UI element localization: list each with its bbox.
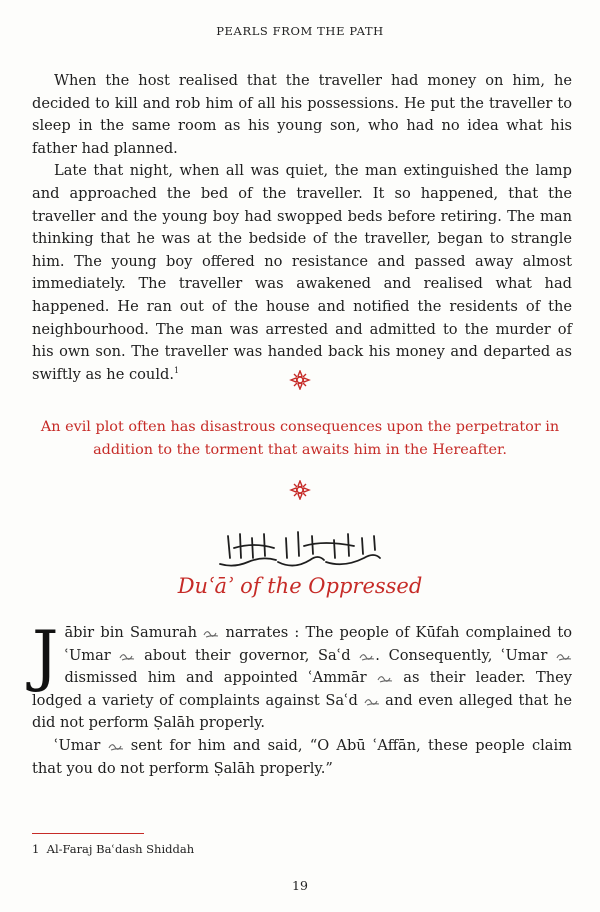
moral-line-2: addition to the torment that awaits him in the Hereafter.: [93, 441, 507, 458]
chapter-paragraph-1: [32, 617, 572, 735]
text-segment: narrates : The people of Kūfah complained to ʿUmar: [64, 624, 572, 664]
story-text: [32, 70, 572, 386]
honorific-ligature-icon: [377, 673, 393, 683]
text-segment: dismissed him and appointed ʿAmmār: [64, 669, 367, 687]
basmala-calligraphy: [214, 528, 386, 572]
honorific-ligature-icon: [203, 628, 219, 638]
honorific-ligature-icon: [119, 651, 135, 661]
chapter-text: [32, 617, 573, 780]
page-number: 19: [292, 878, 308, 893]
running-head: PEARLS FROM THE PATH: [216, 24, 384, 38]
footnote-number: 1: [32, 842, 40, 856]
footnote: [32, 842, 194, 856]
honorific-ligature-icon: [556, 651, 572, 661]
chapter-paragraph-2: [32, 735, 572, 780]
drop-cap: J: [32, 617, 59, 694]
honorific-ligature-icon: [364, 696, 380, 706]
story-paragraph-2-text: Late that night, when all was quiet, the man extinguished the lamp and approached the bed of the traveller. It so happened, that the traveller and the young boy had swopped beds before retiring. The man thinking that he was at the bedside of the traveller, began to strangle him. The young boy offered no resistance and passed away almost immediately. The traveller was awakened and realised what had happened. He ran out of the house and notified the residents of the neighbourhood. The man was arrested and admitted to the murder of his own son. The traveller was handed back his money and departed as swiftly as he could.: [32, 162, 572, 383]
text-segment: and even alleged that he did not perform Ṣalāh properly.: [32, 691, 572, 732]
footnote-divider: [32, 833, 144, 834]
honorific-ligature-icon: [359, 651, 375, 661]
text-segment: . Consequently, ʿUmar: [375, 646, 548, 664]
floral-ornament-icon: [284, 370, 316, 390]
footnote-reference: 1: [173, 365, 180, 375]
honorific-ligature-icon: [108, 741, 124, 751]
text-segment: ʿUmar: [54, 736, 101, 754]
text-segment: about their governor, Saʿd: [135, 646, 351, 664]
text-segment: ābir bin Samurah: [64, 624, 198, 641]
footnote-text: Al-Faraj Baʿdash Shiddah: [46, 842, 195, 856]
text-segment: as their leader. They lodged a variety of complaints against Saʿd: [32, 669, 572, 709]
text-segment: sent for him and said, “O Abū ʿAffān, these people claim that you do not perform Ṣalāh properly.”: [32, 736, 573, 777]
story-paragraph-2: [32, 160, 572, 386]
story-paragraph-1: When the host realised that the traveller had money on him, he decided to kill and rob him of all his possessions. He put the traveller to sleep in the same room as his young son, who had no idea what his father had planned.: [32, 72, 572, 157]
moral-callout: [24, 416, 576, 461]
floral-ornament-icon: [284, 480, 316, 500]
moral-line-1: An evil plot often has disastrous consequences upon the perpetrator in: [40, 419, 560, 435]
chapter-title: Duʿāʾ of the Oppressed: [177, 574, 423, 598]
